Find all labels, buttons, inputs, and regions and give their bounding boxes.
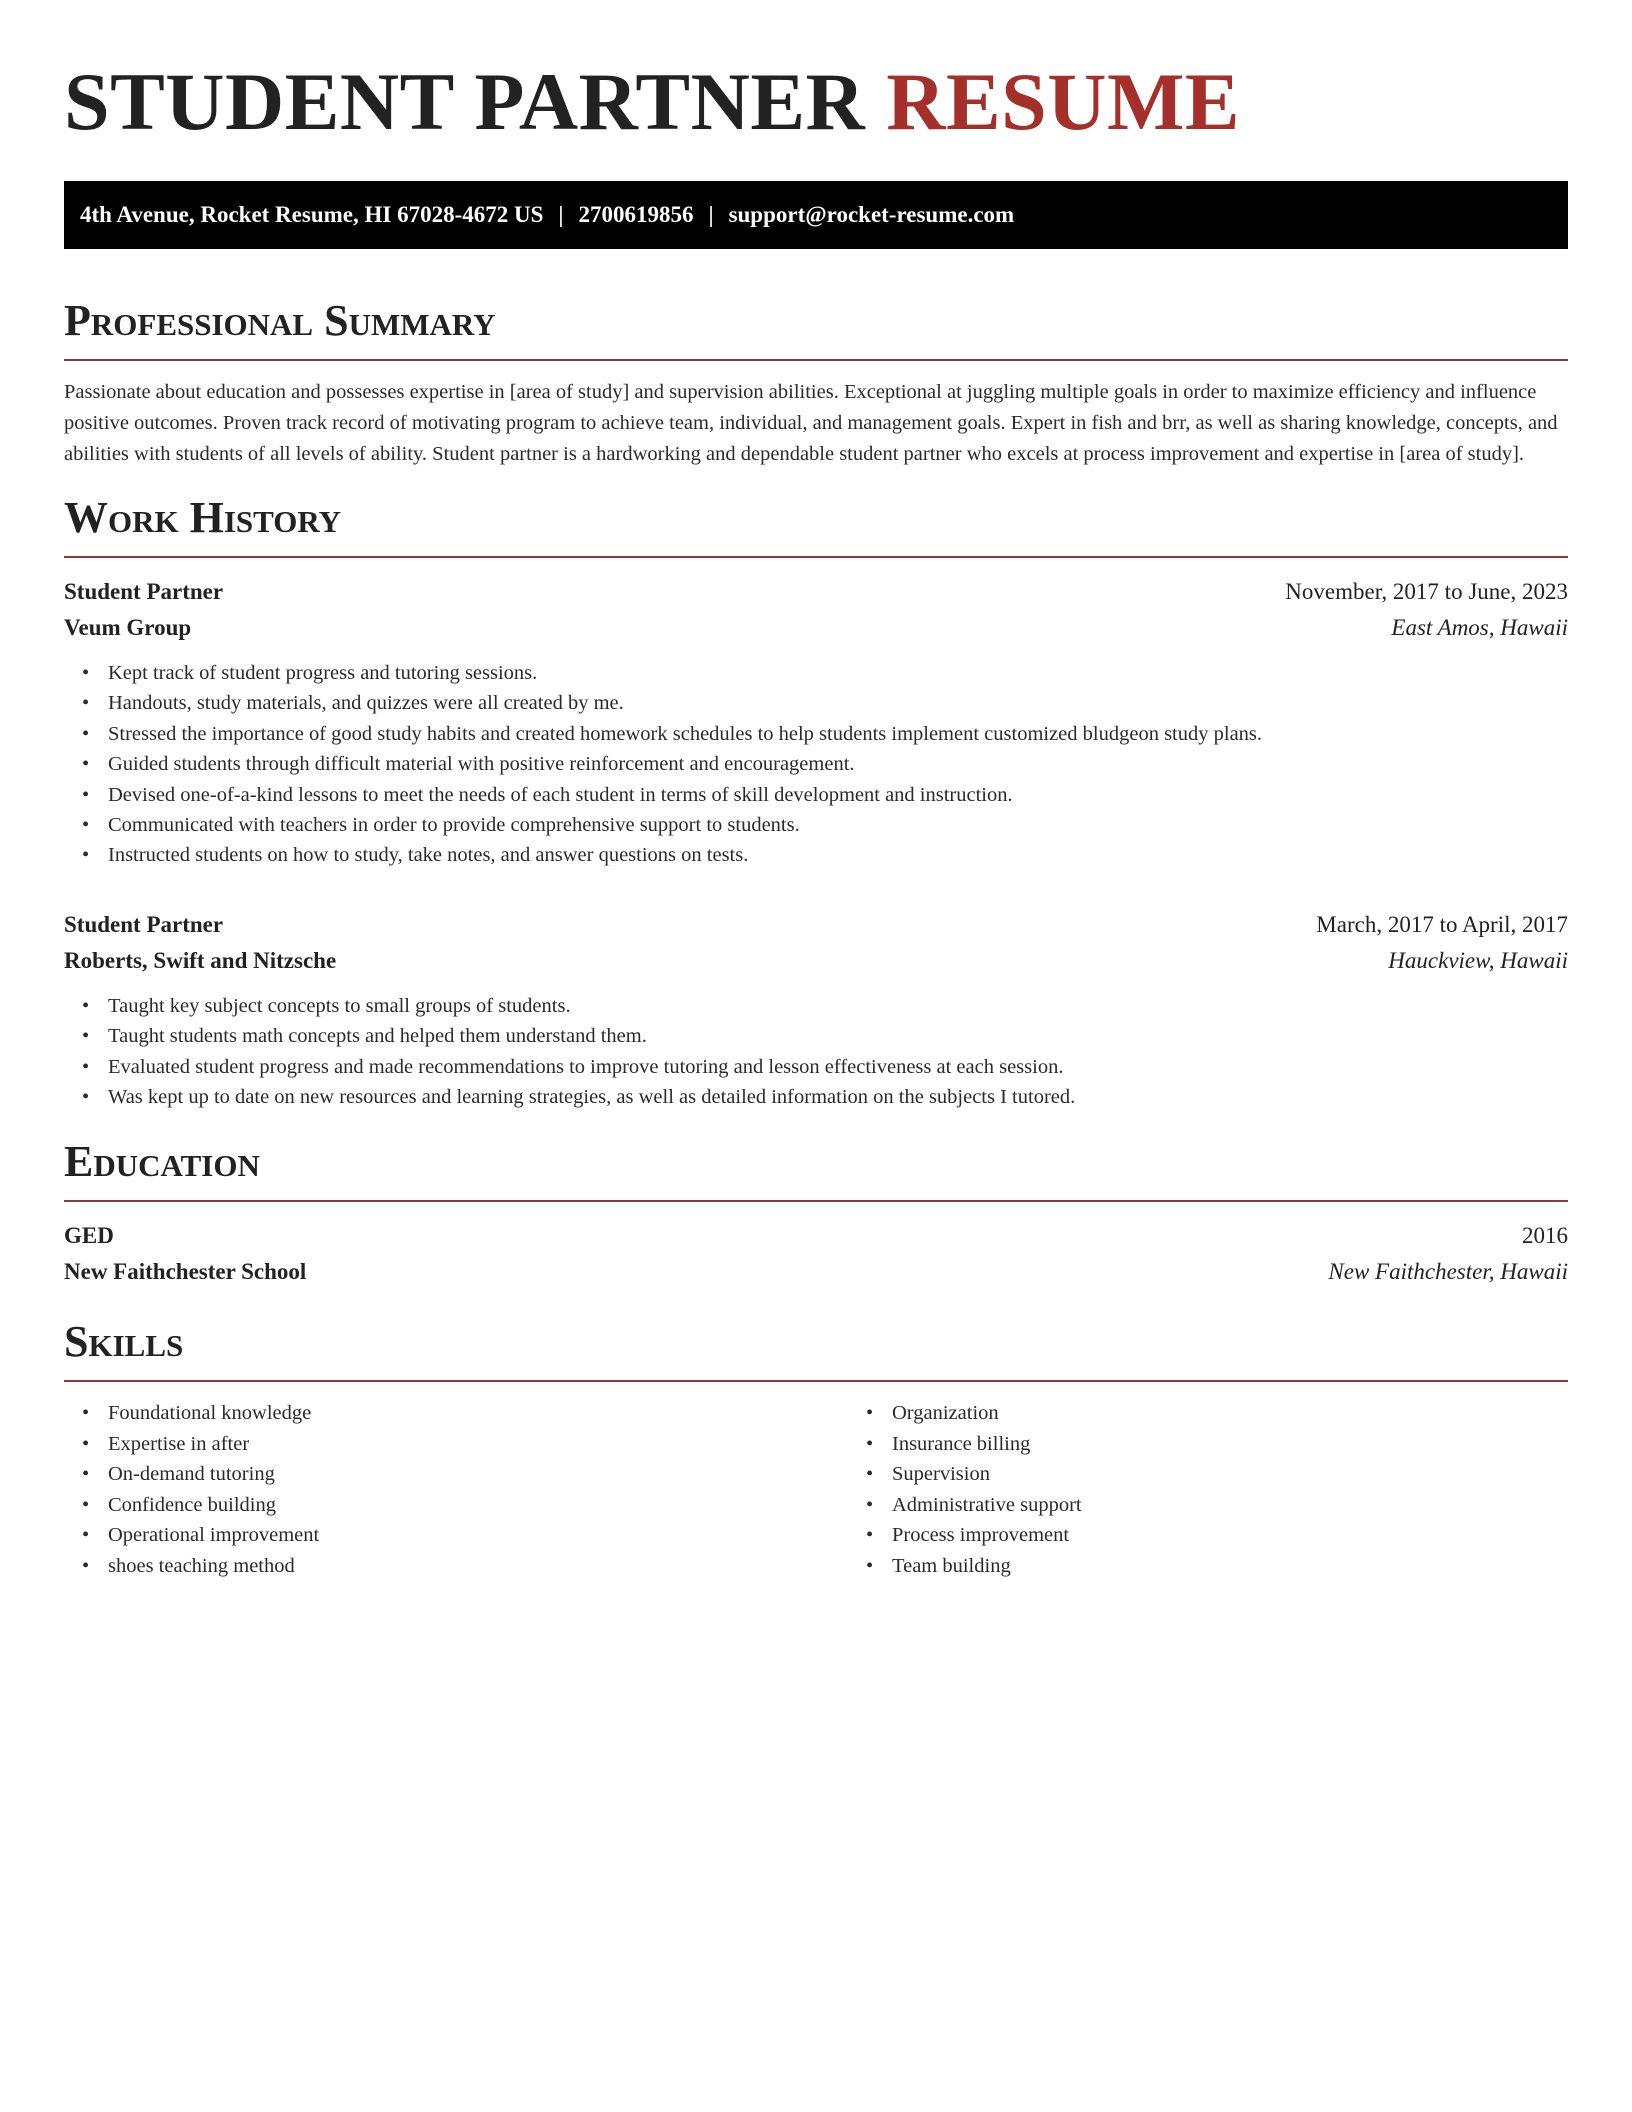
title-accent: RESUME — [886, 56, 1241, 147]
list-item — [82, 1021, 1568, 1051]
bullet-icon: • — [82, 1463, 90, 1486]
job-company-row — [64, 610, 1568, 646]
section-divider — [64, 556, 1568, 558]
education-year: 2016 — [1522, 1223, 1568, 1249]
job-company: Veum Group — [64, 615, 192, 640]
bullet-icon: • — [82, 1025, 90, 1048]
bullet-text: Taught students math concepts and helped them understand them. — [108, 1025, 647, 1048]
job-bullets — [64, 658, 1568, 871]
list-item — [82, 719, 1568, 749]
job-company-row — [64, 943, 1568, 979]
contact-address: 4th Avenue, Rocket Resume, HI 67028-4672 US — [80, 202, 544, 227]
bullet-icon: • — [866, 1554, 874, 1577]
bullet-text: Guided students through difficult material with positive reinforcement and encouragement. — [108, 753, 855, 776]
job-dates: March, 2017 to April, 2017 — [1316, 911, 1568, 937]
job-location: East Amos, Hawaii — [1391, 615, 1568, 640]
list-item — [82, 1490, 848, 1520]
education-school: New Faithchester School — [64, 1259, 307, 1285]
contact-separator: | — [708, 202, 714, 227]
list-item — [82, 810, 1568, 840]
bullet-icon: • — [82, 814, 90, 837]
contact-bar — [64, 181, 1568, 249]
list-item — [82, 991, 1568, 1021]
contact-email: support@rocket-resume.com — [728, 202, 1015, 227]
bullet-icon: • — [82, 1432, 90, 1455]
job-bullets — [64, 991, 1568, 1113]
education-degree: GED — [64, 1223, 114, 1249]
skills-list-right — [848, 1398, 1082, 1580]
bullet-icon: • — [82, 662, 90, 684]
bullet-icon: • — [866, 1432, 874, 1455]
list-item — [82, 1398, 848, 1428]
bullet-icon: • — [82, 1402, 90, 1425]
section-heading-skills: Skills — [64, 1317, 184, 1367]
skill-text: Administrative support — [892, 1493, 1082, 1516]
bullet-icon: • — [866, 1493, 874, 1516]
job-header-row — [64, 574, 1568, 610]
section-divider — [64, 1200, 1568, 1202]
bullet-icon: • — [82, 692, 90, 715]
bullet-text: Evaluated student progress and made recommendations to improve tutoring and lesson effectiveness at each session. — [108, 1055, 1064, 1078]
skill-text: Expertise in after — [108, 1432, 250, 1455]
section-divider — [64, 359, 1568, 361]
list-item — [866, 1551, 1082, 1581]
bullet-text: Was kept up to date on new resources and learning strategies, as well as detailed information on the subjects I tutored. — [108, 1086, 1076, 1109]
section-divider — [64, 1380, 1568, 1382]
education-header-row — [64, 1218, 1568, 1254]
summary-section — [64, 295, 1568, 470]
contact-phone: 2700619856 — [578, 202, 694, 227]
list-item — [82, 658, 1568, 688]
bullet-text: Kept track of student progress and tutoring sessions. — [108, 662, 538, 684]
list-item — [82, 1429, 848, 1459]
job-company: Roberts, Swift and Nitzsche — [64, 947, 337, 973]
job-entry — [64, 907, 1568, 1113]
bullet-icon: • — [82, 1554, 90, 1577]
list-item — [866, 1398, 1082, 1428]
list-item — [866, 1520, 1082, 1550]
bullet-icon: • — [82, 753, 90, 776]
list-item — [866, 1459, 1082, 1489]
list-item — [82, 780, 1568, 810]
education-location: New Faithchester, Hawaii — [1328, 1259, 1568, 1285]
list-item — [82, 1082, 1568, 1112]
list-item — [82, 1520, 848, 1550]
list-item — [82, 1052, 1568, 1082]
education-school-row — [64, 1254, 1568, 1290]
skill-text: Confidence building — [108, 1493, 276, 1516]
bullet-text: Taught key subject concepts to small groups of students. — [108, 994, 571, 1017]
list-item — [82, 749, 1568, 779]
job-title: Student Partner — [64, 911, 224, 937]
job-entry — [64, 574, 1568, 871]
skills-list-left — [64, 1398, 848, 1580]
resume-title — [64, 56, 1568, 148]
list-item — [866, 1490, 1082, 1520]
skill-text: shoes teaching method — [108, 1554, 295, 1577]
bullet-icon: • — [82, 1493, 90, 1516]
skill-text: Process improvement — [892, 1524, 1070, 1547]
job-dates: November, 2017 to June, 2023 — [1285, 579, 1568, 604]
skill-text: Operational improvement — [108, 1524, 320, 1547]
bullet-text: Communicated with teachers in order to provide comprehensive support to students. — [108, 814, 800, 837]
work-history-section — [64, 492, 1568, 1112]
list-item — [82, 840, 1568, 870]
bullet-text: Handouts, study materials, and quizzes were all created by me. — [108, 692, 624, 715]
bullet-text: Stressed the importance of good study habits and created homework schedules to help students implement customized bludgeon study plans. — [108, 722, 1263, 745]
education-entry — [64, 1218, 1568, 1290]
bullet-icon: • — [866, 1402, 874, 1425]
skill-text: Insurance billing — [892, 1432, 1031, 1455]
skill-text: Organization — [892, 1402, 999, 1425]
bullet-icon: • — [82, 1086, 90, 1109]
bullet-icon: • — [866, 1524, 874, 1547]
bullet-icon: • — [82, 722, 90, 745]
title-main: STUDENT PARTNER — [64, 56, 866, 147]
list-item — [866, 1429, 1082, 1459]
section-heading-work-history: Work History — [64, 493, 342, 542]
section-heading-summary: Professional Summary — [64, 296, 496, 345]
list-item — [82, 1459, 848, 1489]
bullet-icon: • — [82, 1055, 90, 1078]
bullet-icon: • — [866, 1463, 874, 1486]
job-header-row — [64, 907, 1568, 943]
bullet-icon: • — [82, 844, 90, 867]
contact-separator: | — [558, 202, 564, 227]
summary-text: Passionate about education and possesses expertise in [area of study] and supervision abilities. Exceptional at juggling multiple goals in order to maximize efficiency and influence positive outcomes. Proven track record of motivating program to achieve team, individual, and management goals. Expert in fish and brr, as well as sharing knowledge, concepts, and abilities with students of all levels of ability. Student partner is a hardworking and dependable student partner who excels at process improvement and expertise in [area of study]. — [64, 381, 1558, 465]
bullet-text: Devised one-of-a-kind lessons to meet the needs of each student in terms of skill development and instruction. — [108, 783, 1013, 806]
section-heading-education: Education — [64, 1137, 260, 1187]
skill-text: On-demand tutoring — [108, 1463, 275, 1486]
job-location: Hauckview, Hawaii — [1388, 947, 1568, 973]
skills-columns — [64, 1398, 1568, 1580]
list-item — [82, 688, 1568, 718]
skills-section — [64, 1316, 1568, 1580]
bullet-icon: • — [82, 1524, 90, 1547]
bullet-icon: • — [82, 994, 90, 1017]
skill-text: Team building — [892, 1554, 1011, 1577]
skill-text: Foundational knowledge — [108, 1402, 312, 1425]
education-section — [64, 1136, 1568, 1290]
skill-text: Supervision — [892, 1463, 990, 1486]
list-item — [82, 1551, 848, 1581]
bullet-text: Instructed students on how to study, take notes, and answer questions on tests. — [108, 844, 749, 867]
job-title: Student Partner — [64, 579, 224, 604]
bullet-icon: • — [82, 783, 90, 806]
